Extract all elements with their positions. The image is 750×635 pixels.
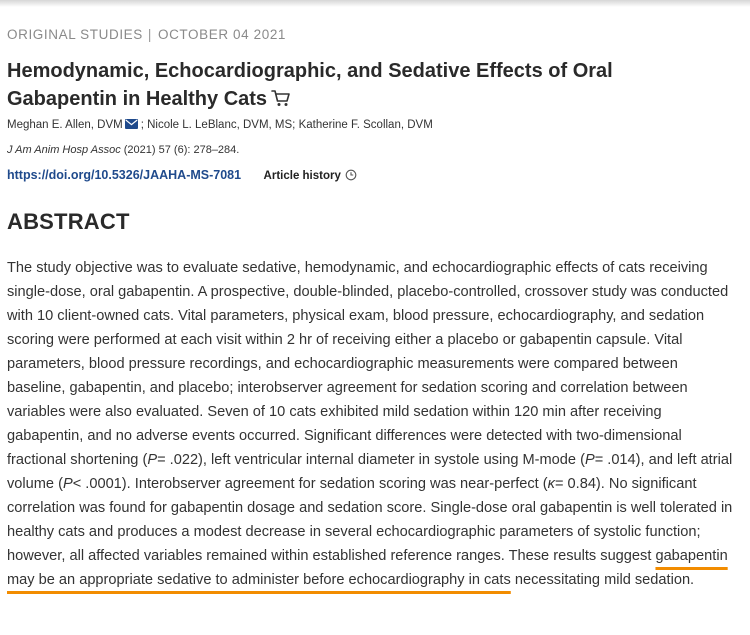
article-date: OCTOBER 04 2021 [157, 27, 287, 42]
p-value-symbol: P [62, 476, 73, 492]
highlighted-conclusion: gabapentin may be an appropriate sedative to administer before echocardiography in cats [7, 548, 728, 588]
abstract-text-part: < .0001). Interobserver agreement for sedation scoring was near-perfect ( [72, 476, 548, 492]
doi-link[interactable]: https://doi.org/10.5326/JAAHA-MS-7081 [7, 168, 242, 182]
abstract-text-part: necessitating mild sedation. [510, 572, 695, 588]
clock-icon [345, 169, 357, 184]
abstract-text-part: = .022), left ventricular internal diameter in systole using M-mode ( [157, 452, 585, 468]
mail-icon[interactable] [125, 119, 138, 132]
top-shadow [0, 0, 750, 7]
article-history-label: Article history [263, 170, 341, 182]
meta-separator: | [147, 27, 152, 42]
abstract-heading: ABSTRACT [7, 209, 130, 234]
citation-details: (2021) 57 (6): 278–284. [123, 144, 240, 156]
p-value-symbol: P [584, 452, 595, 468]
author-first[interactable]: Meghan E. Allen, DVM [7, 119, 123, 131]
journal-name: J Am Anim Hosp Assoc [7, 144, 121, 156]
abstract-text-part: = .014), and left atrial volume ( [7, 452, 733, 492]
author-others[interactable]: ; Nicole L. LeBlanc, DVM, MS; Katherine F. Scollan, DVM [140, 119, 433, 131]
abstract-text-part: = 0.84). No significant correlation was found for gabapentin dosage and sedation score. Single-dose oral gabapentin is well tolerated in healthy cats and produces a modest decrease in several echocardiographic parameters of systolic function; however, all affected variables remained within established reference ranges. These results suggest [7, 476, 733, 564]
article-category[interactable]: ORIGINAL STUDIES [7, 27, 143, 42]
abstract-text [7, 256, 739, 592]
article-meta [7, 27, 286, 42]
article-title: Hemodynamic, Echocardiographic, and Sedative Effects of Oral Gabapentin in Healthy Cats [7, 60, 613, 110]
author-list [7, 119, 433, 132]
cart-icon[interactable] [271, 87, 291, 115]
p-value-symbol: P [147, 452, 158, 468]
doi-row [7, 166, 357, 184]
journal-citation [7, 144, 239, 156]
kappa-symbol: κ [547, 476, 555, 492]
article-history-button[interactable] [264, 169, 357, 184]
article-title-block [7, 57, 707, 115]
abstract-text-part: The study objective was to evaluate sedative, hemodynamic, and echocardiographic effects of cats receiving single-dose, oral gabapentin. A prospective, double-blinded, placebo-controlled, crossover study was conducted with 10 client-owned cats. Vital parameters, physical exam, blood pressure, echocardiography, and sedation scoring were performed at each visit within 2 hr of receiving either a placebo or gabapentin capsule. Vital parameters, blood pressure recordings, and echocardiographic measurements were compared between baseline, gabapentin, and placebo; interobserver agreement for sedation scoring and correlation between variables were also evaluated. Seven of 10 cats exhibited mild sedation within 120 min after receiving gabapentin, and no adverse events occurred. Significant differences were detected with two-dimensional fractional shortening ( [7, 260, 729, 468]
